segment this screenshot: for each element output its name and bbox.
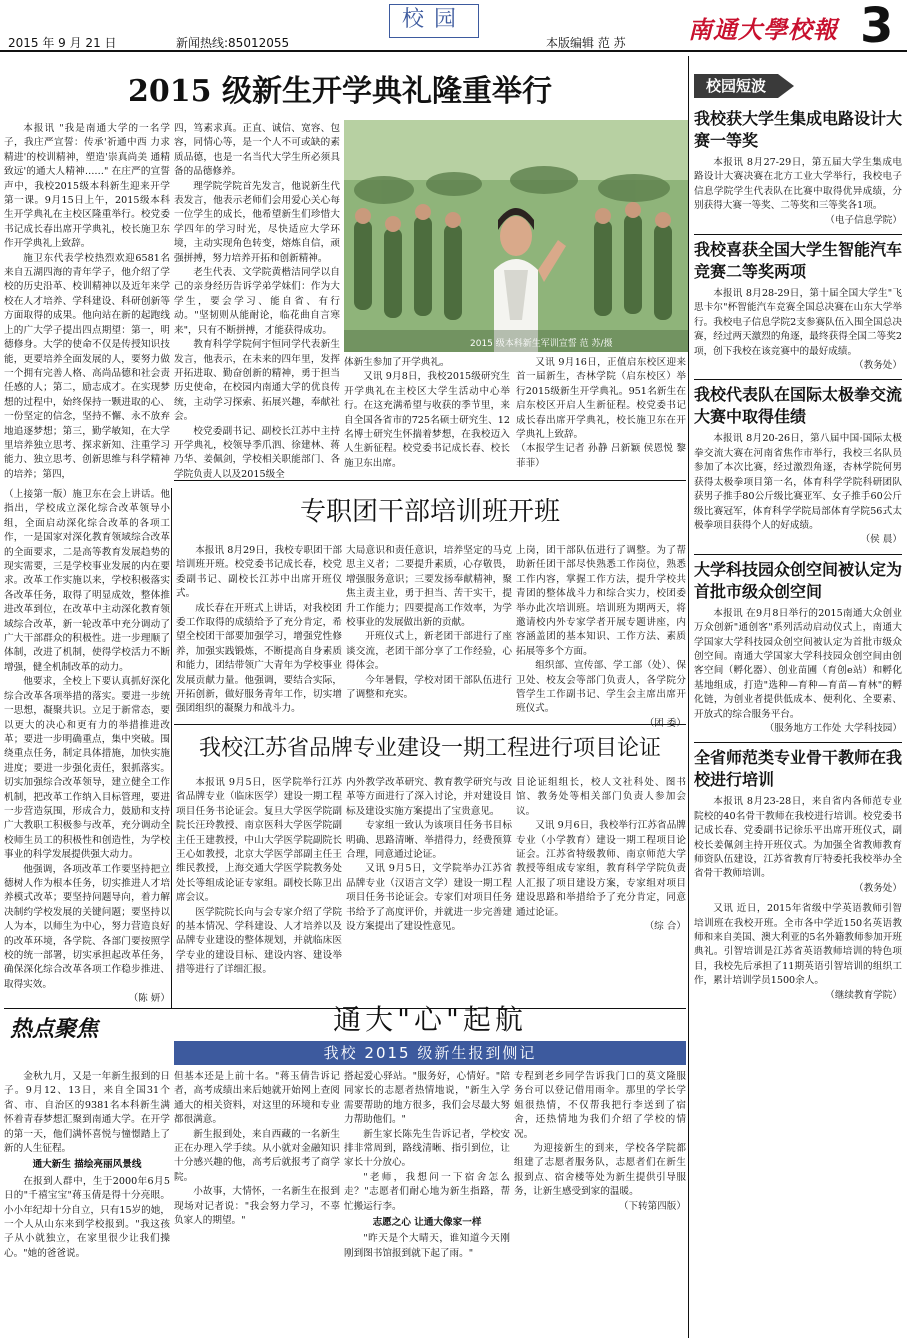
byline: （教务处） [854, 882, 902, 894]
paragraph: 成长春在开班式上讲话，对我校团委工作取得的成绩给予了充分肯定，希望全校团干部要加强学习，增强党性修养，加强实践锻炼，不断提高自身素质和能力，团结带领广大青年为学校事业发展贡献力量。他强调，要结合实际，开拓创新，做好服务青年工作，切实增强团组织的凝聚力和战斗力。 [176, 602, 342, 715]
brief-body [694, 902, 902, 1003]
paragraph: 本报讯 8月23-28日，来自省内各师范专业院校的40名骨干教师在我校进行培训。校党委书记成长春、党委副书记徐乐平出席开班仪式，副校长姜佩剑主持开班仪式。为加强全省教师教育师资队伍建设，江苏省教育厅特委托我校举办全省骨干教师培训。 [694, 796, 902, 880]
byline: （侯 晨） [860, 534, 902, 546]
brief-title: 大学科技园众创空间被认定为首批市级众创空间 [694, 559, 903, 601]
byline: （继续教育学院） [825, 989, 902, 1001]
paragraph: 大局意识和责任意识，培养坚定的马克思主义者；二要提升素质，心存敬畏，增强服务意识；三要发扬奉献精神，聚焦主责主业，勇于担当、苦干实干，提升工作能力；四要提高工作效率，为学校事业的发展做出新的贡献。 [346, 545, 512, 629]
brief-body [694, 287, 902, 373]
training-column-3 [516, 544, 686, 720]
paragraph: 专程到老乡同学告诉我门口的莫文隆服务台可以登记借用雨伞。那里的学长学姐很热情，不仅帮我把行李送到了宿舍，还热情地为我们介绍了学校的情况。 [514, 1071, 686, 1140]
divider [694, 554, 902, 555]
paragraph: 他要求，全校上下要认真抓好深化综合改革各项举措的落实。要进一步统一思想，凝聚共识。立足于新常态，要以更大的决心和更有力的举措推进改革；要进一步明确重点，集中突破。围绕重点任务，制定具体措施，加快实施进度；要进一步强化责任，狠抓落实。切实加强综合改革领导，建立健全工作机制，把改革工作纳入目标管理，要进一步营造氛围，形成合力，鼓励和支持广大教职工积极参与改革，充分调动全校师生员工的积极性和创造性，为学校事业的科学发展提供强大动力。 [4, 676, 170, 861]
brand-column-2 [346, 776, 512, 1002]
paragraph: 施卫东代表学校热烈欢迎6581名来自五湖四海的青年学子，他介绍了学校的历史沿革、校训精神以及近年来学校在人才培养、学科建设、科研创新等方面取得的成果。他向站在新的起跑线上的广大学子提出四点期望：第一，明德修身。大学的使命不仅是传授知识技能，更要培养全面发展的人，要努力做一个拥有完善人格、高尚品德和社会责任感的人；第二，励志成才。在实现梦想的过程中，始终保持一颗进取的心、一份坚定的信念，坚持不懈、永不放弃地追逐梦想；第三，勤学敏知，在大学里培养独立思考、探求新知、注重学习能力、独立思考、创新思维与科学精神的培养；第四， [4, 252, 170, 480]
byline: （服务地方工作处 大学科技园） [764, 722, 902, 734]
paragraph: 本报讯 8月27-29日，第五届大学生集成电路设计大赛决赛在北方工业大学举行，我校电子信息学院学生代表队在比赛中取得优异成绩，分别获得大赛一等奖、二等奖和三等奖各1项。 [694, 157, 902, 212]
sidebar-divider [688, 56, 689, 1338]
divider [174, 480, 686, 481]
brand-column-1 [176, 776, 342, 1002]
byline: （陈 妍） [128, 993, 170, 1005]
paragraph: 新生报到处，来自西藏的一名新生正在办理入学手续。从小就对金融知识十分感兴趣的他，高考后就报考了商学院。 [174, 1128, 340, 1183]
section-label: 校园 [389, 4, 479, 38]
paragraph: 本报讯 9月5日，医学院举行江苏省品牌专业（临床医学）建设一期工程项目任务书论证会。复旦大学医学院副院长汪玲教授、南京医科大学医学院副主任王建教授，中山大学医学院副院长王心如教授，北京大学医学部副主任王维民教授，上海交通大学医学院教务处处长等组成论证专家组。副校长陈卫出席会议。 [176, 777, 342, 904]
brief-item [694, 239, 902, 373]
lead-headline: 2015 级新生开学典礼隆重举行 [128, 74, 552, 109]
paragraph: （上接第一版）施卫东在会上讲话。他指出，学校成立深化综合改革领导小组，全面启动深化综合改革的各项工作，一是国家对深化教育领域综合改革的全面要求，二是高等教育发展趋势的现实需要，三是学校事业发展的内在要求。改革工作实施以来，学校积极落实各改革任务，取得了明显成效，整体推进改革到位，在改革中主动深化教育领域综合改革，新一轮改革中充分调动了广大干部群众的积极性。进一步理顺了体制，改进了机制，使得学校活力不断增强，健全机制改革的动力。 [4, 489, 170, 673]
subheading: 通大新生 描绘亮丽风景线 [32, 1159, 142, 1171]
paragraph: 今年暑假，学校对团干部队伍进行了调整和充实。 [346, 674, 512, 701]
divider [174, 724, 686, 725]
lead-column-3 [344, 356, 510, 472]
paragraph: 又讯 9月16日，正值启东校区迎来首一届新生，杏林学院（启东校区）举行2015级新生开学典礼。951名新生在启东校区开启人生新征程。校党委书记成长春出席开学典礼，校长施卫东在开学典礼上致辞。 [516, 357, 686, 441]
brief-title: 我校代表队在国际太极拳交流大赛中取得佳绩 [694, 385, 903, 427]
paragraph: 教育科学学院何宇恒同学代表新生发言，他表示，在未来的四年里，发挥开拓进取、勤奋创新的精神，勇于担当历史使命，在校园内南通大学的优良传统，主动学习探索、拓展兴趣，奉献社会。 [174, 339, 340, 423]
paragraph: 小故事，大情怀，一名新生在报到现场对记者说："我会努力学习，不辜负家人的期望。" [174, 1186, 340, 1227]
training-column-2 [346, 544, 512, 720]
divider [694, 234, 902, 235]
byline: （教务处） [854, 360, 902, 372]
photo-caption: 2015 级本科新生军训宣誓 范 苏/摄 [470, 339, 613, 349]
brief-body [694, 607, 902, 737]
campus-briefs [694, 108, 902, 1338]
paragraph: 四，笃素求真。正直、诚信、宽容、包容，同情心等，是一个人不可或缺的素质品德，也是一名当代大学生所必须具备的品德修养。 [174, 123, 340, 178]
paragraph: 上岗，团干部队伍进行了调整。为了帮助新任团干部尽快熟悉工作岗位，熟悉工作内容，掌握工作方法，提升学校共青团的整体战斗力和综合实力，校团委举办此次培训班。培训班为期两天，将邀请校内外专家学者开展专题讲座，内容涵盖团的基本知识、工作方法、素质拓展等多个方面。 [516, 545, 686, 657]
newspaper-masthead: 南通大學校報 [688, 15, 838, 44]
paragraph: 在报到人群中，生于2000年6月5日的"千禧宝宝"蒋玉倩是得十分亮眼。小小年纪却十分自立，只有15岁的她，一个人从山东来到学校报到。"我这孩子从小就独立，在家里很少让我们操心。"她的爸爸说。 [4, 1175, 170, 1259]
paragraph: 他强调，各项改革工作要坚持把立德树人作为根本任务，切实推进人才培养模式改革；要坚持问题导向，着力解决制约学校发展的关键问题；要坚持以人为本，以师生为中心，努力营造良好的改革环境，各学院、各部门要按照学校的统一部署，切实承担起改革任务，确保深化综合改革各项工作稳步推进、取得实效。 [4, 863, 170, 990]
paragraph: 为迎接新生的到来，学校各学院都组建了志愿者服务队，志愿者们在新生报到点、宿舍楼等处为新生提供引导服务，让新生感受到家的温暖。 [514, 1143, 686, 1198]
paragraph: 组织部、宣传部、学工部（处）、保卫处、校友会等部门负责人，各学院分管学生工作副书记、学生会主席出席开班仪式。 [516, 660, 686, 715]
paragraph: 本报讯 "我是南通大学的一名学子，我庄严宣誓：传承'祈通中西 力求精进'的校训精神，塑造'崇真尚美 通精致远'的通大人精神……" 在庄严的宣誓声中，我校2015级本科新生迎来开学第一课。9月15日上午，2015级本科生开学典礼在主校区隆重举行。校党委书记成长春出席开学典礼，校长施卫东作开学典礼上致辞。 [4, 123, 170, 250]
paragraph: 搭起爱心驿站。"服务好，心情好。"陪同家长的志愿者热情地说，"新生入学需要帮助的地方很多，我们会尽最大努力帮助他们。" [344, 1071, 510, 1126]
brief-title: 我校喜获全国大学生智能汽车竞赛二等奖两项 [694, 240, 903, 282]
paragraph: 又讯 9月8日，我校2015级研究生开学典礼在主校区大学生活动中心举行。在这充满希望与收获的季节里，来自全国各省市的725名硕士研究生、12名博士研究生怀揣着梦想，在我校迈入人生新征程。校党委书记成长春、校长施卫东出席。 [344, 371, 510, 469]
continued-reform-article [4, 488, 170, 1004]
heart-headline: 通大"心"起航 [333, 1003, 527, 1036]
training-headline: 专职团干部培训班开班 [299, 497, 560, 527]
brief-body [694, 432, 902, 547]
paragraph: 校党委副书记、副校长江苏中主持开学典礼，校领导季爪泗、徐建林、蒋乃华、姜佩剑，学校相关职能部门、各学院负责人以及2015级全 [174, 425, 340, 480]
lead-column-4 [516, 356, 686, 472]
page-editor: 本版编辑 范 苏 [546, 36, 626, 50]
lead-column-2 [174, 122, 340, 480]
brief-item [694, 559, 902, 737]
issue-date: 2015 年 9 月 21 日 [8, 36, 117, 50]
brief-title: 我校获大学生集成电路设计大赛一等奖 [694, 109, 903, 150]
military-training-photo [344, 120, 688, 352]
hot-focus-label: 热点聚焦 [10, 1016, 99, 1042]
subheading: 志愿之心 让通大像家一样 [372, 1217, 482, 1229]
paragraph: 又讯 9月6日，我校举行江苏省品牌专业（小学教育）建设一期工程项目论证会。江苏省特级教师、南京师范大学教授等组成专家组，教育科学学院负责人汇报了项目建设方案，专家组对项目建设思路和举措给予了充分肯定，同意通过论证。 [516, 820, 686, 918]
paragraph: "老师，我想问一下宿舍怎么走？"志愿者们耐心地为新生指路，帮忙搬运行李。 [344, 1171, 510, 1212]
brief-item [694, 902, 902, 1003]
paragraph: 但基本还是上前十名。"蒋玉倩告诉记者，高考成绩出来后她就开始网上查阅通大的相关资料，对这里的环境和专业都很满意。 [174, 1071, 340, 1126]
paragraph: 本报讯 8月28-29日，第十届全国大学生"飞思卡尔"杯智能汽车竞赛全国总决赛在山东大学举行。我校电子信息学院2支参赛队伍入围全国总决赛，经过两天激烈的角逐，最终获得全国二等奖2项，创下我校在该竞赛中的最好成绩。 [694, 288, 902, 357]
divider [171, 488, 172, 1008]
continued-note: （下转第四版） [618, 1200, 686, 1212]
paragraph: 医学院院长向与会专家介绍了学院的基本情况、学科建设、人才培养以及品牌专业建设的整体规划，并就临床医学专业的建设目标、建设内容、建设举措等进行了详细汇报。 [176, 906, 342, 976]
heart-column-4 [514, 1070, 686, 1338]
paragraph: 又讯 近日，2015年省级中学英语教师引智培训班在我校开班。全市各中学近150名英语教师和来自美国、澳大利亚的5名外籍教师参加开班典礼。引智培训是江苏省英语教师培训的特色项目，我校先后承担了11期英语引智培训的组织工作，累计培训学员1500余人。 [694, 903, 902, 987]
paragraph: 本报讯 8月29日，我校专职团干部培训班开班。校党委书记成长春，校党委副书记、副校长江苏中出席开班仪式。 [176, 545, 342, 600]
paragraph: 理学院学院首先发言，他说新生代表发言，他表示老师们会用爱心关心每一位学生的成长，他希望新生们珍惜大学四年的学习时光，尽快适应大学环境，主动实现角色转变，熔炼自信，顽强拼搏，努力培养开拓和创新精神。 [174, 180, 340, 264]
divider [694, 742, 902, 743]
paragraph: "昨天是个大晴天，谁知道今天刚刚到图书馆报到就下起了雨。" [344, 1233, 510, 1259]
brief-body [694, 795, 902, 896]
paragraph: 本报讯 8月20-26日，第八届中国·国际太极拳交流大赛在河南省焦作市举行，我校三名队员参加了本次比赛，经过激烈角逐，杏林学院何男获得太极拳项目第一名，体育科学学院科研团队获男子推手80公斤级比赛亚军、女子推手60公斤级比赛冠军，体育科学学院局部体育学院56式太极拳项目获得个人的好成绩。 [694, 433, 902, 531]
news-hotline: 新闻热线:85012055 [176, 36, 290, 50]
page-number: 3 [860, 0, 894, 54]
heart-column-3 [344, 1070, 510, 1338]
divider [694, 379, 902, 380]
paragraph: 老生代表、文学院黄楷洁同学以自己的亲身经历告诉学弟学妹们：作为大学生，要会学习、能自省、有行动。"坚韧则从能耐论，临花曲自言寒来"，只有不断拼搏，才能获得成功。 [174, 267, 340, 336]
heart-column-1 [4, 1070, 170, 1338]
training-column-1 [176, 544, 342, 720]
campus-briefs-tag: 校园短波 [694, 74, 778, 98]
byline: （电子信息学院） [825, 214, 902, 226]
lead-column-1 [4, 122, 170, 484]
byline: （本报学生记者 孙静 吕新颖 侯恩悦 黎菲菲） [516, 443, 686, 469]
photo-illustration [344, 120, 688, 352]
heart-subheadline: 我校 2015 级新生报到侧记 [174, 1041, 686, 1065]
brief-item [694, 384, 902, 547]
heart-column-2 [174, 1070, 340, 1338]
brief-item [694, 108, 902, 228]
paragraph: 金秋九月，又是一年新生报到的日子。9月12、13日，来自全国31个省、市、自治区的9381名本科新生满怀着青春梦想汇聚到南通大学。在开学的第一天，他们满怀喜悦与憧憬踏上了新的人生征程。 [4, 1071, 170, 1155]
paragraph: 开班仪式上，新老团干部进行了座谈交流，老团干部分享了工作经验，心得体会。 [346, 631, 512, 672]
paragraph: 目论证组组长，校人文社科处、图书馆、教务处等相关部门负责人参加会议。 [516, 777, 686, 817]
brief-body [694, 156, 902, 228]
brief-title: 全省师范类专业骨干教师在我校进行培训 [694, 748, 903, 790]
paragraph: 又讯 9月5日，文学院举办江苏省品牌专业（汉语言文学）建设一期工程项目任务书论证会。专家们对项目任务书给予了高度评价，并就进一步完善建设方案提出了建设性意见。 [346, 863, 512, 933]
paragraph: 体新生参加了开学典礼。 [344, 357, 450, 368]
brand-headline: 我校江苏省品牌专业建设一期工程进行项目论证 [198, 736, 661, 761]
paragraph: 专家组一致认为该项目任务书目标明确、思路清晰、举措得力，经费预算合理，同意通过论证。 [346, 820, 512, 861]
byline: （综 合） [644, 921, 686, 933]
paragraph: 内外教学改革研究、教育教学研究与改革等方面进行了深入讨论，并对建设目标及建设实施方案提出了宝贵意见。 [346, 777, 512, 817]
paragraph: 本报讯 在9月8日举行的2015南通大众创业万众创新"通创客"系列活动启动仪式上，南通大学国家大学科技园众创空间被认定为首批市级众创空间。南通大学国家大学科技园众创空间由创客空间（孵化器）、创业苗圃（育创e站）和孵化基地组成，打造"选种—育种—育苗—育林"的孵化链，为创业者提供低成本、便利化、全要素、开放式的综合服务平台。 [694, 607, 902, 720]
brief-item [694, 747, 902, 896]
paragraph: 新生家长陈先生告诉记者，学校安排非常周到，路线清晰、指引到位，让家长十分放心。 [344, 1128, 510, 1169]
brand-column-3 [516, 776, 686, 1002]
